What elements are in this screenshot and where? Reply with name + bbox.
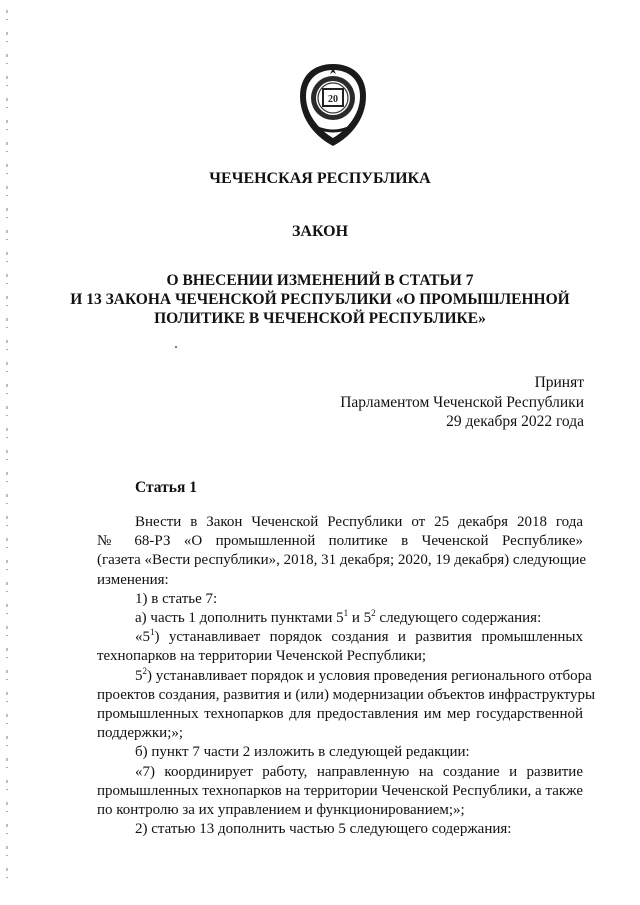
crest-numeral: 20 bbox=[328, 94, 338, 105]
article-heading: Статья 1 bbox=[135, 479, 197, 496]
paragraph-line: технопарков на территории Чеченской Республики; bbox=[97, 648, 427, 665]
adoption-line: Парламентом Чеченской Республики bbox=[340, 393, 584, 411]
law-title-line: О ВНЕСЕНИИ ИЗМЕНЕНИЙ В СТАТЬИ 7 bbox=[166, 272, 474, 289]
list-item: б) пункт 7 части 2 изложить в следующей редакции: bbox=[135, 744, 470, 761]
paragraph-line: промышленных технопарков для предоставления им мер государственной bbox=[97, 706, 583, 723]
paragraph-line: (газета «Вести республики», 2018, 31 декабря; 2020, 19 декабря) следующие bbox=[97, 552, 587, 569]
coat-of-arms-icon bbox=[298, 62, 368, 148]
republic-heading: ЧЕЧЕНСКАЯ РЕСПУБЛИКА bbox=[209, 170, 431, 187]
adoption-line: Принят bbox=[534, 374, 584, 391]
list-item: 2) статью 13 дополнить частью 5 следующего содержания: bbox=[135, 821, 512, 838]
paragraph-line: промышленных технопарков на территории Чеченской Республики, а также bbox=[97, 782, 583, 799]
scan-edge-artifact bbox=[6, 10, 8, 890]
paragraph-line: поддержки;»; bbox=[97, 725, 184, 742]
paragraph-line: «$5^1$) устанавливает порядок создания и развития промышленных bbox=[135, 627, 583, 646]
adoption-date: 29 декабря 2022 года bbox=[446, 413, 584, 430]
paragraph-line: изменения: bbox=[97, 571, 169, 588]
document-type: ЗАКОН bbox=[291, 223, 349, 240]
list-item: а) часть 1 дополнить пунктами $5^1$ и $5^2$ следующего содержания: bbox=[135, 608, 542, 627]
paragraph-line: «7) координирует работу, направленную на создание и развитие bbox=[135, 763, 583, 780]
list-item: 1) в статье 7: bbox=[135, 590, 218, 607]
article-body bbox=[97, 513, 596, 839]
paragraph-line: $5^2$) устанавливает порядок и условия проведения регионального отбора bbox=[135, 665, 592, 684]
law-title-line: ПОЛИТИКЕ В ЧЕЧЕНСКОЙ РЕСПУБЛИКЕ» bbox=[154, 310, 486, 327]
paragraph-line: № 68-РЗ «О промышленной политике в Чеченской Республике» bbox=[97, 533, 583, 550]
law-title-line: И 13 ЗАКОНА ЧЕЧЕНСКОЙ РЕСПУБЛИКИ «О ПРОМЫШЛЕННОЙ bbox=[70, 291, 570, 308]
adoption-block bbox=[340, 373, 584, 432]
paragraph-line: проектов создания, развития и (или) модернизации объектов инфраструктуры bbox=[97, 686, 596, 703]
scan-speck bbox=[175, 346, 177, 348]
law-title bbox=[0, 271, 640, 328]
paragraph-line: Внести в Закон Чеченской Республики от 25 декабря 2018 года bbox=[135, 514, 583, 530]
paragraph-line: по контролю за их управлением и функционированием;»; bbox=[97, 802, 465, 819]
